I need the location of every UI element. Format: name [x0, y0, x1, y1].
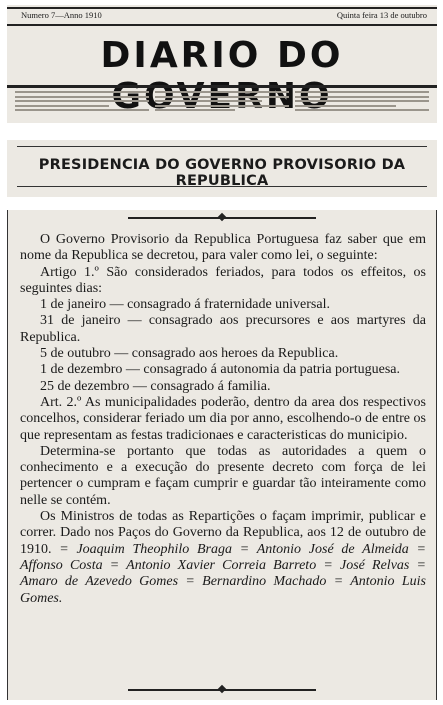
closing-paragraph [20, 509, 426, 607]
holiday-item: 1 de dezembro — consagrado á autonomia da patria portuguesa. [40, 362, 400, 378]
fine-print-column [15, 91, 149, 117]
masthead-info-row [21, 10, 427, 20]
masthead-top-rule [7, 7, 437, 9]
closing-text: Os Ministros de todas as Repartições o façam imprimir, publicar e correr. Dado nos Paços do Governo da Republica, aos 12 de outubro de 1910. [20, 509, 426, 557]
article-1: Artigo 1.º São considerados feriados, para todos os effeitos, os seguintes dias: [20, 264, 426, 296]
top-ornament [8, 214, 436, 222]
section-heading-panel [7, 140, 437, 197]
ministers-signatures: = Joaquim Theophilo Braga = Antonio José de Almeida = Affonso Costa = Antonio Xavier Correia Barreto = José Relvas = Amaro de Azevedo Gomes = Bernardino Machado = Antonio Luis Gomes. [20, 541, 427, 606]
fine-print-column [155, 91, 289, 117]
article-2: Art. 2.º As municipalidades poderão, dentro da area dos respectivos concelhos, considerar feriado um dia por anno, escolhendo-o de entre os que representam as festas tradicionaes e caracteristicas do municipio. [20, 394, 426, 443]
bottom-ornament [8, 686, 436, 694]
masthead-fine-print [15, 91, 429, 117]
holiday-item: 1 de janeiro — consagrado á fraternidade universal. [40, 297, 330, 313]
heading-top-rule [17, 146, 427, 147]
issue-date: Quinta feira 13 de outubro [336, 10, 427, 20]
section-heading: PRESIDENCIA DO GOVERNO PROVISORIO DA REPUBLICA [38, 157, 406, 189]
heading-bottom-rule [17, 186, 427, 187]
decree-intro: O Governo Provisorio da Republica Portuguesa faz saber que em nome da Republica se decretou, para valer como lei, o seguinte: [20, 232, 426, 264]
newspaper-title: DIARIO DO [100, 35, 344, 76]
holiday-item: 5 de outubro — consagrado aos heroes da Republica. [40, 346, 339, 362]
holiday-item: 25 de dezembro — consagrado á familia. [40, 378, 271, 394]
decree-article [7, 210, 437, 700]
issue-number: Numero 7—Anno 1910 [21, 10, 102, 20]
determination-paragraph: Determina-se portanto que todas as autoridades a quem o conhecimento e a execução do presente decreto com força de lei pertencer o cumpram e façam cumprir e guardar tão inteiramente como nelle se contém. [20, 443, 426, 508]
holiday-item: 31 de janeiro — consagrado aos precursores e aos martyres da Republica. [20, 313, 426, 345]
decree-body [20, 232, 426, 607]
newspaper-masthead [7, 5, 437, 123]
fine-print-column [295, 91, 429, 117]
masthead-rule [7, 24, 437, 26]
masthead-bottom-rule [7, 85, 437, 88]
